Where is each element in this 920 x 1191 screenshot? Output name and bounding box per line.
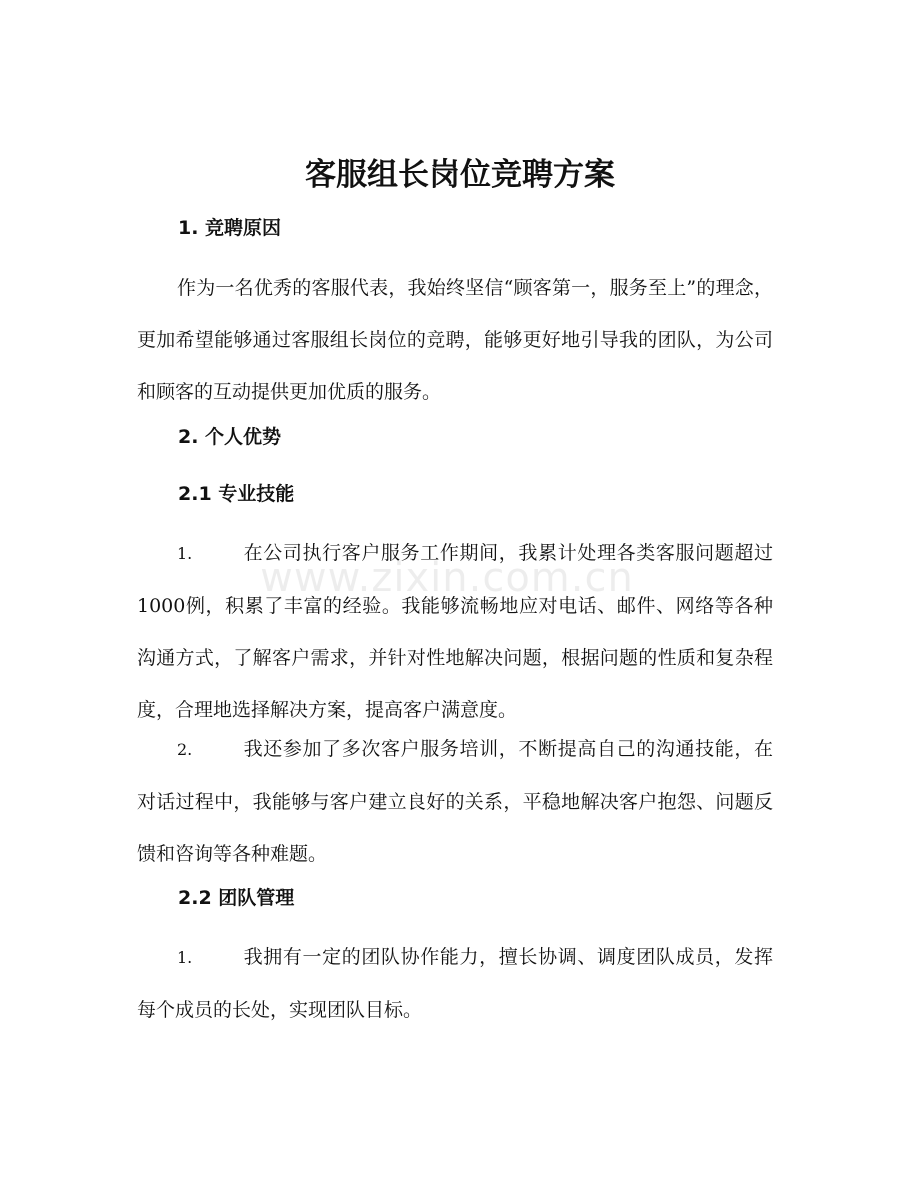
section-heading-2-1: 2.1 专业技能 [178, 483, 295, 505]
list-item-text: 我还参加了多次客户服务培训，不断提高自己的沟通技能，在对话过程中，我能够与客户建立良好的关系，平稳地解决客户抱怨、问题反馈和咨询等各种难题。 [137, 738, 773, 865]
list-item-number: 2. [177, 740, 193, 759]
section-1-paragraph: 作为一名优秀的客服代表，我始终坚信“顾客第一，服务至上”的理念，更加希望能够通过客服组长岗位的竞聘，能够更好地引导我的团队，为公司和顾客的互动提供更加优质的服务。 [137, 277, 773, 403]
list-item-text: 在公司执行客户服务工作期间，我累计处理各类客服问题超过1000例，积累了丰富的经验。我能够流畅地应对电话、邮件、网络等各种沟通方式，了解客户需求，并针对性地解决问题，根据问题的性质和复杂程度，合理地选择解决方案，提高客户满意度。 [137, 542, 773, 721]
page-title: 客服组长岗位竞聘方案 [305, 157, 615, 193]
list-item [137, 723, 773, 880]
list-item [137, 527, 773, 736]
list-item-number: 1. [177, 544, 193, 563]
section-heading-2: 2. 个人优势 [178, 426, 282, 448]
section-heading-2-2: 2.2 团队管理 [178, 887, 295, 909]
list-item-text: 我拥有一定的团队协作能力，擅长协调、调度团队成员，发挥每个成员的长处，实现团队目标。 [137, 946, 773, 1021]
section-heading-1: 1. 竞聘原因 [178, 217, 282, 239]
list-item-number: 1. [177, 948, 193, 967]
list-item [137, 931, 773, 1036]
watermark: www.zixin.com.cn [260, 555, 634, 601]
